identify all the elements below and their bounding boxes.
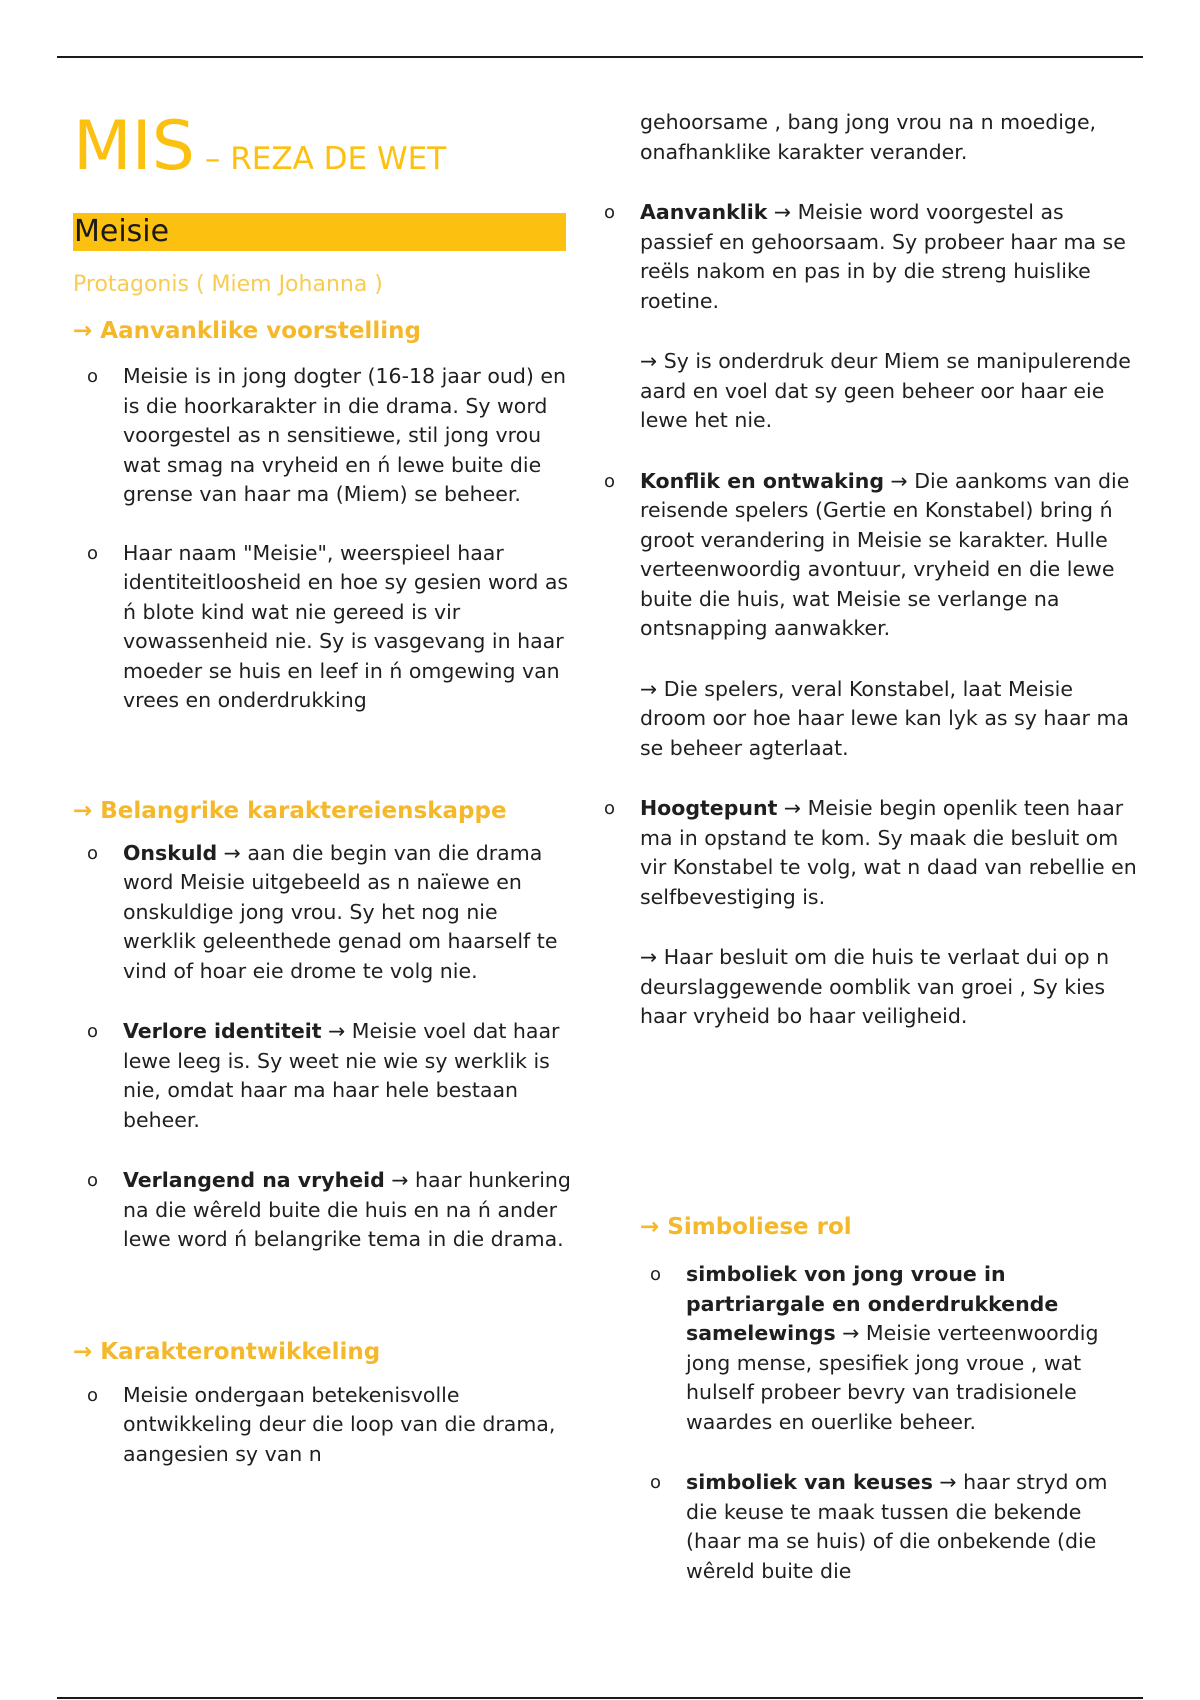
item-term: simboliek van keuses	[686, 1470, 933, 1494]
right-column	[604, 108, 1140, 1032]
list-item: o Konflik en ontwaking → Die aankoms van die reisende spelers (Gertie en Konstabel) bring ń groot verandering in Meisie se karakter. Hulle verteenwoordig avontuur, vryheid en die lewe buite die huis, wat Meisie se verlange na ontsnapping aanwakker.	[604, 468, 1130, 640]
follow-up-paragraph: → Haar besluit om die huis te verlaat dui op n deurslaggewende oomblik van groei , Sy kies haar vryheid bo haar veiligheid.	[640, 945, 1110, 1028]
title-main: MIS	[73, 107, 195, 186]
item-term: Aanvanklik	[640, 200, 768, 224]
list-item: o simboliek van keuses → haar stryd om die keuse te maak tussen die bekende (haar ma se huis) of die onbekende (die wêreld buite die	[650, 1470, 1108, 1583]
item-term: Verlore identiteit	[123, 1019, 322, 1043]
list-item: o Hoogtepunt → Meisie begin openlik teen haar ma in opstand te kom. Sy maak die besluit om vir Konstabel te volg, wat n daad van rebellie en selfbevestiging is.	[604, 796, 1137, 909]
character-subtitle: Protagonis ( Miem Johanna )	[73, 272, 383, 297]
item-term: Verlangend na vryheid	[123, 1168, 385, 1192]
list-item: o Haar naam "Meisie", weerspieel haar identiteitloosheid en hoe sy gesien word as ń blote kind wat nie gereed is vir vowassenheid nie. Sy is vasgevang in haar moeder se huis en leef in ń omgewing van vrees en onderdrukking	[87, 540, 569, 712]
title-author: – REZA DE WET	[204, 141, 447, 177]
item-term: Konflik en ontwaking	[640, 468, 885, 493]
follow-up-paragraph: → Sy is onderdruk deur Miem se manipulerende aard en voel dat sy geen beheer oor haar eie lewe het nie.	[640, 349, 1131, 432]
list-item: o Meisie ondergaan betekenisvolle ontwikkeling deur die loop van die drama, aangesien sy van n	[87, 1382, 556, 1466]
symbolic-role-section	[640, 1212, 1140, 1586]
list-item: o Verlore identiteit → Meisie voel dat haar lewe leeg is. Sy weet nie wie sy werklik is nie, omdat haar ma haar hele bestaan beheer.	[87, 1019, 560, 1132]
item-term: simboliek von jong vroue in partriargale en onderdrukkende samelewings	[686, 1262, 1059, 1345]
bullet-icon: o	[604, 470, 616, 492]
document-title	[73, 108, 573, 186]
bullet-icon: o	[650, 1264, 662, 1285]
continued-paragraph: gehoorsame , bang jong vrou na n moedige, onafhanklike karakter verander.	[640, 110, 1097, 164]
follow-up-paragraph: → Die spelers, veral Konstabel, laat Meisie droom oor hoe haar lewe kan lyk as sy haar ma se beheer agterlaat.	[640, 676, 1129, 760]
list-item: o Aanvanklik → Meisie word voorgestel as passief en gehoorsaam. Sy probeer haar ma se reëls nakom en pas in by die streng huislike roetine.	[604, 200, 1126, 313]
bullet-icon: o	[87, 1384, 99, 1406]
section-heading-simboliese-rol: → Simboliese rol	[640, 1214, 852, 1240]
bullet-icon: o	[87, 366, 99, 387]
bullet-icon: o	[87, 842, 99, 864]
list-item: o Meisie is in jong dogter (16-18 jaar oud) en is die hoorkarakter in die drama. Sy word voorgestel as n sensitiewe, stil jong vrou wat smag na vryheid en ń lewe buite die grense van haar ma (Miem) se beheer.	[87, 364, 567, 506]
list-item: o simboliek von jong vroue in partriargale en onderdrukkende samelewings → Meisie verteenwoordig jong mense, spesifiek jong vroue , wat hulself probeer bevry van tradisionele waardes en ouerlike beheer.	[650, 1262, 1099, 1434]
section-heading-aanvanklike: → Aanvanklike voorstelling	[73, 318, 421, 344]
left-column	[73, 108, 573, 1469]
top-rule	[57, 56, 1143, 58]
section-heading-karaktereienskappe: → Belangrike karaktereienskappe	[73, 797, 507, 824]
character-banner: Meisie	[73, 213, 566, 251]
list-item: o Verlangend na vryheid → haar hunkering na die wêreld buite die huis en na ń ander lewe word ń belangrike tema in die drama.	[87, 1168, 571, 1251]
bullet-icon: o	[87, 542, 99, 564]
item-term: Onskuld	[123, 840, 218, 865]
bullet-icon: o	[604, 798, 616, 819]
bullet-icon: o	[87, 1170, 99, 1191]
bullet-icon: o	[87, 1021, 99, 1042]
list-item: o Onskuld → aan die begin van die drama word Meisie uitgebeeld as n naïewe en onskuldige jong vrou. Sy het nog nie werklik geleenthede genad om haarself te vind of hoar eie drome te volg nie.	[87, 840, 558, 983]
bullet-icon: o	[650, 1472, 662, 1493]
bottom-rule	[57, 1697, 1143, 1699]
item-term: Hoogtepunt	[640, 796, 778, 820]
bullet-icon: o	[604, 202, 616, 223]
section-heading-karakterontwikkeling: → Karakterontwikkeling	[73, 1338, 381, 1365]
